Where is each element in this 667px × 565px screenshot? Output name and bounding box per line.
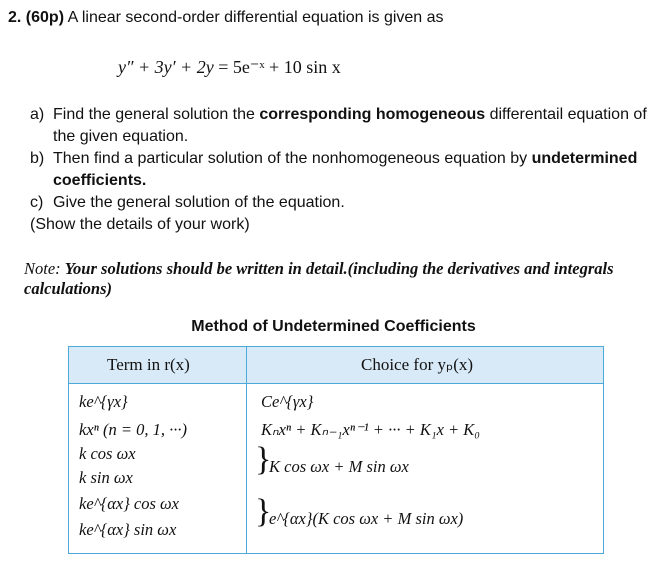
note-label: Note: [24, 259, 61, 278]
equation-lhs: y″ + 3y′ + 2y [118, 57, 214, 77]
part-a-text-bold: corresponding homogeneous [259, 106, 486, 123]
term-exponential-text: ke^{γx} [79, 392, 128, 411]
part-a-text-before: Find the general solution the [53, 106, 260, 123]
choice-exp-trig [269, 509, 463, 529]
term-exponential [79, 392, 128, 412]
part-c [30, 192, 664, 214]
term-polynomial [79, 420, 187, 440]
equation-rhs: = 5e⁻ˣ + 10 sin x [218, 57, 341, 77]
term-exp-cos [79, 494, 179, 514]
part-a-text-after: differentail equation of the given equation. [53, 106, 647, 145]
question-title [8, 8, 444, 28]
method-title: Method of Undetermined Coefficients [191, 318, 476, 335]
choice-exponential [261, 392, 313, 412]
part-b [30, 148, 664, 192]
header-choice: Choice for yₚ(x) [361, 355, 474, 374]
note-text: Your solutions should be written in detail.(including the derivatives and integrals calculations) [24, 259, 614, 298]
term-sin [79, 468, 133, 488]
term-exp-sin-text: ke^{αx} sin ωx [79, 520, 177, 539]
table-header [69, 347, 603, 384]
part-c-text: Give the general solution of the equation. [53, 194, 345, 211]
note [24, 259, 644, 299]
table-divider [246, 347, 247, 553]
choice-trig [269, 457, 409, 477]
question-number: 2. [8, 9, 22, 26]
choice-polynomial [261, 420, 480, 440]
part-b-text-bold: undetermined coefficients. [53, 150, 638, 189]
part-b-text-before: Then find a particular solution of the nonhomogeneous equation by [53, 150, 532, 167]
term-cos [79, 444, 136, 464]
brace-trig: } [255, 441, 272, 478]
term-polynomial-text: kxⁿ (n = 0, 1, ···) [79, 420, 187, 439]
term-cos-text: k cos ωx [79, 444, 136, 463]
choice-exponential-text: Ce^{γx} [261, 392, 314, 411]
differential-equation [118, 56, 341, 78]
part-b-label: b) [30, 150, 45, 167]
header-term: Term in r(x) [107, 355, 190, 374]
coefficients-table [68, 346, 604, 554]
choice-trig-text: K cos ωx + M sin ωx [269, 457, 409, 476]
choice-exp-trig-text: e^{αx}(K cos ωx + M sin ωx) [269, 509, 464, 528]
brace-exp-trig: } [255, 493, 272, 530]
term-sin-text: k sin ωx [79, 468, 133, 487]
term-exp-cos-text: ke^{αx} cos ωx [79, 494, 180, 513]
choice-polynomial-text: Kₙxⁿ + Kₙ₋₁xⁿ⁻¹ + ··· + K₁x + K₀ [261, 420, 481, 439]
part-a-label: a) [30, 106, 45, 123]
part-c-label: c) [30, 194, 44, 211]
show-details: (Show the details of your work) [30, 216, 250, 233]
question-intro: A linear second-order differential equation is given as [67, 9, 444, 26]
question-parts [30, 104, 664, 236]
part-a [30, 104, 664, 148]
term-exp-sin [79, 520, 176, 540]
question-points: (60p) [25, 9, 65, 26]
